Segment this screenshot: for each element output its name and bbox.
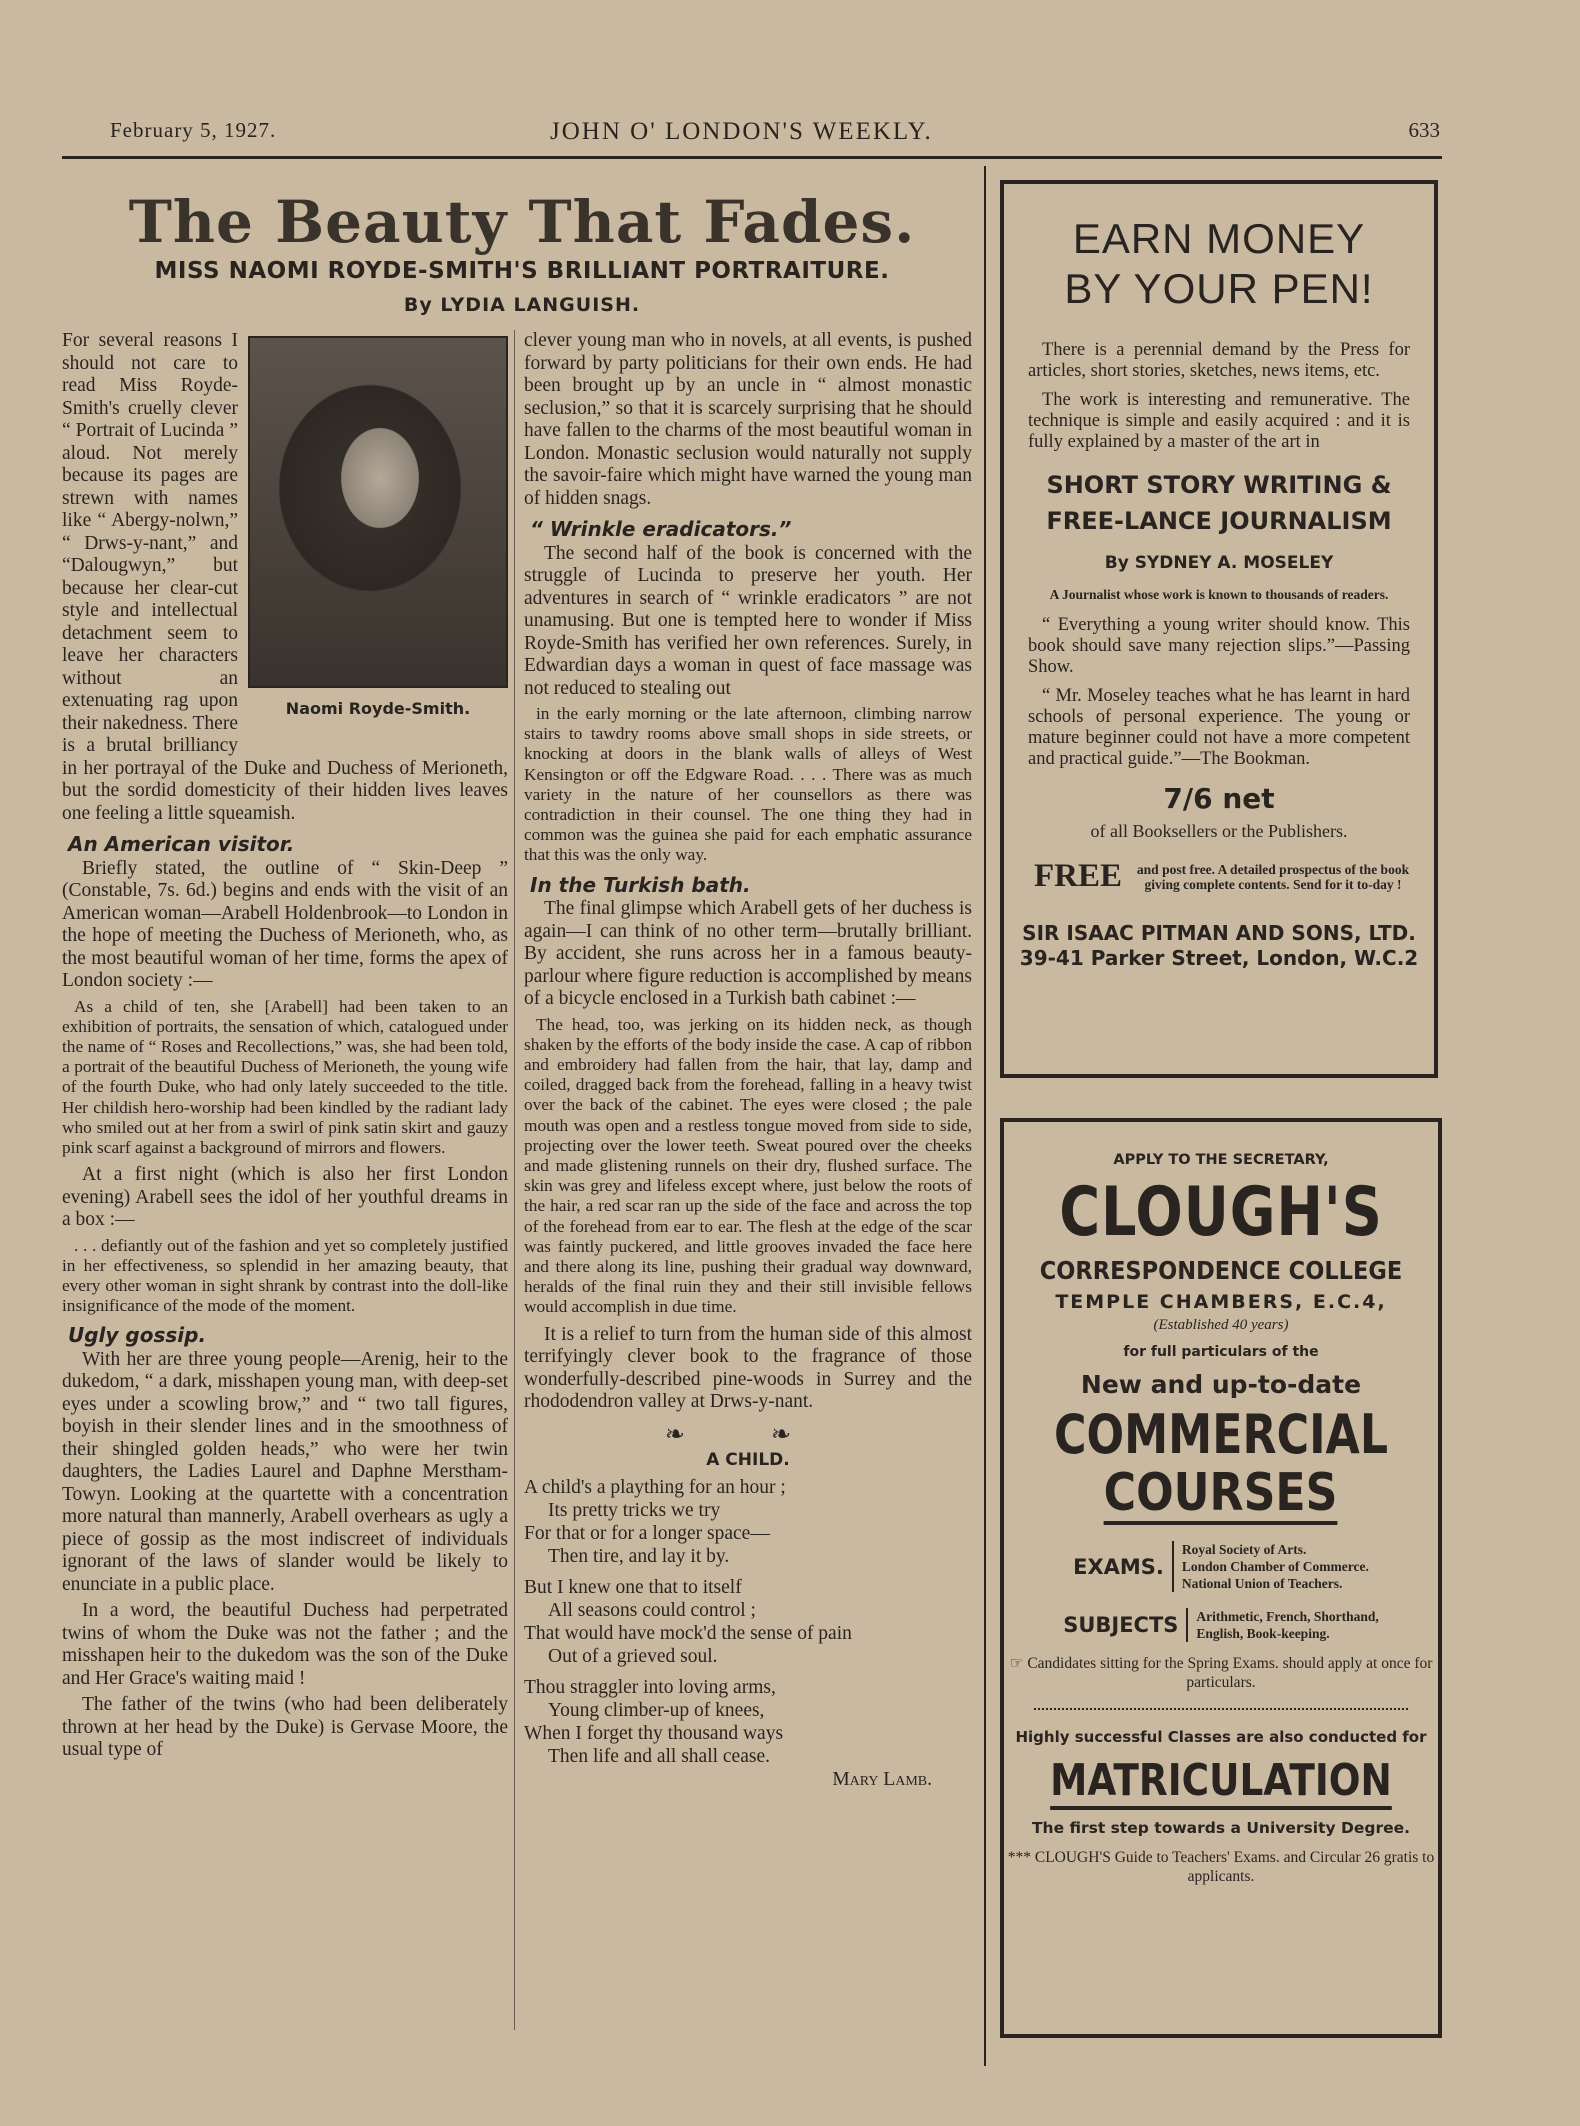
subject-item: English, Book-keeping. bbox=[1196, 1626, 1330, 1641]
book-title bbox=[1004, 467, 1434, 539]
new-courses-line: New and up-to-date bbox=[1080, 1370, 1362, 1399]
sellers-note: of all Booksellers or the Publishers. bbox=[1090, 821, 1348, 841]
pitman-advertisement bbox=[1000, 180, 1438, 1078]
ad-paragraph-2: The work is interesting and remunerative. The technique is simple and easily acquired : and it is fully explained by a master of the art in bbox=[1028, 390, 1410, 452]
publication-title: JOHN O' LONDON'S WEEKLY. bbox=[550, 118, 933, 145]
exams-list bbox=[1172, 1541, 1369, 1592]
article-paragraph: The father of the twins (who had been deliberately thrown at her head by the Duke) is Gervase Moore, the usual type of bbox=[62, 1694, 508, 1761]
block-quote: in the early morning or the late afternoon, climbing narrow stairs to tawdry rooms above small shops in side streets, or knocking at doors in the blank walls of alleys of West Kensington or off the Edgware Road. . . . There was as much variety in the nature of her counsellors as there was contradiction in their counsel. The one thing they had in common was the guinea she paid for each emphatic assurance that this was the only way. bbox=[524, 704, 972, 865]
subject-item: Arithmetic, French, Shorthand, bbox=[1196, 1609, 1379, 1624]
exams-label: EXAMS. bbox=[1073, 1554, 1164, 1579]
poem-line: A child's a plaything for an hour ; bbox=[524, 1476, 786, 1498]
matriculation-heading: MATRICULATION bbox=[1050, 1756, 1392, 1810]
block-quote: The head, too, was jerking on its hidden neck, as though shaken by the efforts of the body inside the case. A cap of ribbon and embroidery had fallen from the hair, that lay, damp and coiled, dragged back from the forehead, falling in a heavy twist over the back of the cabinet. The eyes were closed ; the pale mouth was open and a restless tongue moved from side to side, projecting over the lower teeth. Sweat poured over the cheeks and made glistening runnels on their dry, flushed surface. The skin was grey and lifeless except where, just below the roots of the hair, a red scar ran up the side of the face and across the top of the forehead from ear to ear. The flesh at the edge of the scar was faintly puckered, and little grooves invaded the face here and there along its line, pushing their gradual way downward, heralds of the final ruin they and their still invisible fellows would accomplish in due time. bbox=[524, 1014, 972, 1317]
poem-line: Its pretty tricks we try bbox=[548, 1499, 721, 1521]
stanza-break bbox=[524, 1568, 972, 1576]
free-label: FREE bbox=[1034, 858, 1123, 894]
publisher-name: SIR ISAAC PITMAN AND SONS, LTD. bbox=[1022, 921, 1416, 945]
ad-headline-line-1: EARN MONEY bbox=[1072, 215, 1366, 262]
poem-author: Mary Lamb. bbox=[832, 1768, 932, 1790]
poem-line: Then life and all shall cease. bbox=[548, 1745, 770, 1767]
article-paragraph: With her are three young people—Arenig, heir to the dukedom, “ a dark, misshapen young man, with deep-set eyes under a scowling brow,” and “ two tall figures, boyish in their slender lines and in the smoothness of their shingled golden heads,” who were her twin daughters, the Ladies Laurel and Daphne Merstham-Towyn. Looking at the quartette with a concentration more natural than mannerly, Arabell overhears as ugly a piece of gossip as the most indiscreet of individuals ignorant of the laws of slander would be likely to enunciate in a public place. bbox=[62, 1348, 508, 1595]
free-offer-text: and post free. A detailed prospectus of the book giving complete contents. Send for it to-day ! bbox=[1136, 861, 1410, 892]
photo-caption: Naomi Royde-Smith. bbox=[285, 699, 471, 718]
article-column-2 bbox=[524, 330, 972, 1791]
exam-item: National Union of Teachers. bbox=[1181, 1576, 1343, 1591]
book-title-line-2: FREE-LANCE JOURNALISM bbox=[1046, 507, 1392, 535]
established-note: (Established 40 years) bbox=[1153, 1317, 1289, 1333]
book-title-line-1: SHORT STORY WRITING & bbox=[1046, 471, 1392, 499]
guide-note: *** CLOUGH'S Guide to Teachers' Exams. and Circular 26 gratis to applicants. bbox=[1007, 1849, 1435, 1885]
poem-line: When I forget thy thousand ways bbox=[524, 1722, 784, 1744]
article-byline: By LYDIA LANGUISH. bbox=[403, 294, 641, 316]
article-paragraph: The second half of the book is concerned with the struggle of Lucinda to preserve her youth. Her adventures in search of “ wrinkle eradicators ” are not unamusing. But one is tempted here to wonder if Miss Royde-Smith has verified her own references. Surely, in Edwardian days a woman in quest of face massage was not reduced to stealing out bbox=[524, 542, 972, 699]
page-number: 633 bbox=[1408, 118, 1440, 142]
poem-line: For that or for a longer space— bbox=[524, 1522, 770, 1544]
section-heading: An American visitor. bbox=[68, 832, 295, 856]
exam-item: London Chamber of Commerce. bbox=[1181, 1559, 1369, 1574]
particulars-line: for full particulars of the bbox=[1123, 1344, 1319, 1360]
ad-paragraph-1: There is a perennial demand by the Press for articles, short stories, sketches, news items, etc. bbox=[1028, 340, 1410, 381]
commercial-heading: COMMERCIAL bbox=[1053, 1403, 1389, 1466]
free-offer bbox=[1034, 858, 1410, 895]
article-paragraph: The final glimpse which Arabell gets of her duchess is again—I can think of no other term—brutally brilliant. By accident, she runs across her in a famous beauty-parlour where figure reduction is accomplished by means of a bicycle enclosed in a Turkish bath cabinet :— bbox=[524, 898, 972, 1010]
courses-heading: COURSES bbox=[1104, 1463, 1338, 1523]
issue-date: February 5, 1927. bbox=[110, 118, 277, 142]
ad-headline bbox=[1004, 214, 1434, 314]
author-note: A Journalist whose work is known to thousands of readers. bbox=[1049, 587, 1389, 602]
subjects-block bbox=[1004, 1608, 1438, 1642]
column-divider bbox=[984, 166, 986, 2066]
dotted-divider bbox=[1034, 1708, 1408, 1710]
book-price: 7/6 net bbox=[1163, 782, 1275, 815]
exam-item: Royal Society of Arts. bbox=[1181, 1542, 1307, 1557]
poem bbox=[524, 1421, 972, 1791]
college-address: TEMPLE CHAMBERS, E.C.4, bbox=[1055, 1291, 1387, 1313]
poem-line: All seasons could control ; bbox=[548, 1599, 756, 1621]
poem-ornament: ❧ ❧ bbox=[664, 1421, 832, 1448]
article-column-1 bbox=[62, 330, 508, 1766]
exams-block bbox=[1004, 1541, 1438, 1592]
article-title: The Beauty That Fades. bbox=[128, 188, 916, 256]
college-name: CLOUGH'S bbox=[1059, 1173, 1383, 1252]
ad-headline-line-2: BY YOUR PEN! bbox=[1064, 265, 1374, 312]
section-heading: “ Wrinkle eradicators.” bbox=[530, 517, 792, 541]
cloughs-advertisement bbox=[1000, 1118, 1442, 2038]
block-quote: . . . defiantly out of the fashion and yet so completely justified in her effectiveness, so splendid in her amazing beauty, that every other woman in sight shrank by contrast into the doll-like insignificance of the mode of the moment. bbox=[62, 1235, 508, 1316]
author-portrait-photo bbox=[248, 336, 508, 688]
poem-line: Young climber-up of knees, bbox=[548, 1699, 765, 1721]
publisher-address: 39-41 Parker Street, London, W.C.2 bbox=[1019, 946, 1419, 970]
article-paragraph: In a word, the beautiful Duchess had perpetrated twins of whom the Duke was not the father ; and the misshapen heir to the dukedom was the son of the Duke and Her Grace's waiting maid ! bbox=[62, 1600, 508, 1689]
poem-line: Out of a grieved soul. bbox=[548, 1645, 718, 1667]
article-paragraph: It is a relief to turn from the human side of this almost terrifyingly clever book to the fragrance of those wonderfully-described pine-woods in Surrey and the rhododendron valley at Drws-y-nant. bbox=[524, 1323, 972, 1413]
stanza-break bbox=[524, 1668, 972, 1676]
block-quote: As a child of ten, she [Arabell] had been taken to an exhibition of portraits, the sensation of which, catalogued under the name of “ Roses and Recollections,” was, she had been told, a portrait of the beautiful Duchess of Merioneth, the young wife of the fourth Duke, who had only lately succeeded to the title. Her childish hero-worship had been kindled by the radiant lady who smiled out at her from a swirl of pink satin skirt and gauzy pink scarf against a background of mirrors and flowers. bbox=[62, 996, 508, 1157]
classes-note: Highly successful Classes are also conducted for bbox=[1015, 1728, 1427, 1746]
subjects-list bbox=[1186, 1608, 1378, 1642]
review-quote-1: “ Everything a young writer should know. This book should save many rejection slips.”—Passing Show. bbox=[1028, 615, 1410, 677]
college-type: CORRESPONDENCE COLLEGE bbox=[1039, 1256, 1403, 1285]
review-quote-2: “ Mr. Moseley teaches what he has learnt in hard schools of personal experience. The young or mature beginner could not have a more competent and practical guide.”—The Bookman. bbox=[1028, 686, 1410, 769]
article-subtitle: MISS NAOMI ROYDE-SMITH'S BRILLIANT PORTRAITURE. bbox=[154, 258, 890, 284]
poem-line: Thou straggler into loving arms, bbox=[524, 1676, 776, 1698]
article-paragraph: clever young man who in novels, at all events, is pushed forward by party politicians for their own ends. He had been brought up by an uncle in “ almost monastic seclusion,” so that it is scarcely surprising that he should have fallen to the charms of the most beautiful woman in London. Monastic seclusion would naturally not supply the savoir-faire which might have warned the young man of hidden snags. bbox=[524, 330, 972, 509]
first-step-note: The first step towards a University Degree. bbox=[1031, 1819, 1411, 1837]
poem-line: That would have mock'd the sense of pain bbox=[524, 1622, 852, 1644]
section-heading: Ugly gossip. bbox=[68, 1323, 207, 1348]
article-paragraph: For several reasons I should not care to read Miss Royde-Smith's cruelly clever “ Portrait of Lucinda ” aloud. Not merely because its pages are strewn with names like “ Abergy-nolwn,” “ Drws-y-nant,” and “Dalougwyn,” but because her clear-cut style and intellectual detachment seem to leave her characters without an extenuating rag upon their nakedness. There is a brutal brilliancy in her portrayal of the Duke and Duchess of Merioneth, but the sordid domesticity of their hidden lives leaves one feeling a little squeamish. bbox=[62, 330, 508, 824]
subjects-label: SUBJECTS bbox=[1063, 1613, 1179, 1637]
apply-line: APPLY TO THE SECRETARY, bbox=[1113, 1152, 1329, 1168]
column-2-body bbox=[524, 330, 972, 1414]
article-paragraph: At a first night (which is also her first London evening) Arabell sees the idol of her youthful dreams in a box :— bbox=[62, 1164, 508, 1231]
poem-line: But I knew one that to itself bbox=[524, 1576, 742, 1598]
author-photo-figure bbox=[248, 336, 508, 734]
article-paragraph: Briefly stated, the outline of “ Skin-Deep ” (Constable, 7s. 6d.) begins and ends with the visit of an American woman—Arabell Holdenbrook—to London in the hope of meeting the Duchess of Merioneth, who, as the most beautiful woman of her time, forms the apex of London society :— bbox=[62, 857, 508, 991]
publisher bbox=[1004, 921, 1434, 971]
header-rule bbox=[62, 156, 1442, 159]
candidates-note: ☞ Candidates sitting for the Spring Exams. should apply at once for particulars. bbox=[1009, 1655, 1433, 1691]
poem-line: Then tire, and lay it by. bbox=[548, 1545, 730, 1567]
section-heading: In the Turkish bath. bbox=[530, 872, 751, 897]
book-author: By SYDNEY A. MOSELEY bbox=[1104, 553, 1334, 573]
poem-lines bbox=[524, 1476, 972, 1768]
column-divider-left bbox=[514, 330, 515, 2030]
poem-title: A CHILD. bbox=[706, 1449, 790, 1470]
page-header bbox=[60, 118, 1440, 158]
